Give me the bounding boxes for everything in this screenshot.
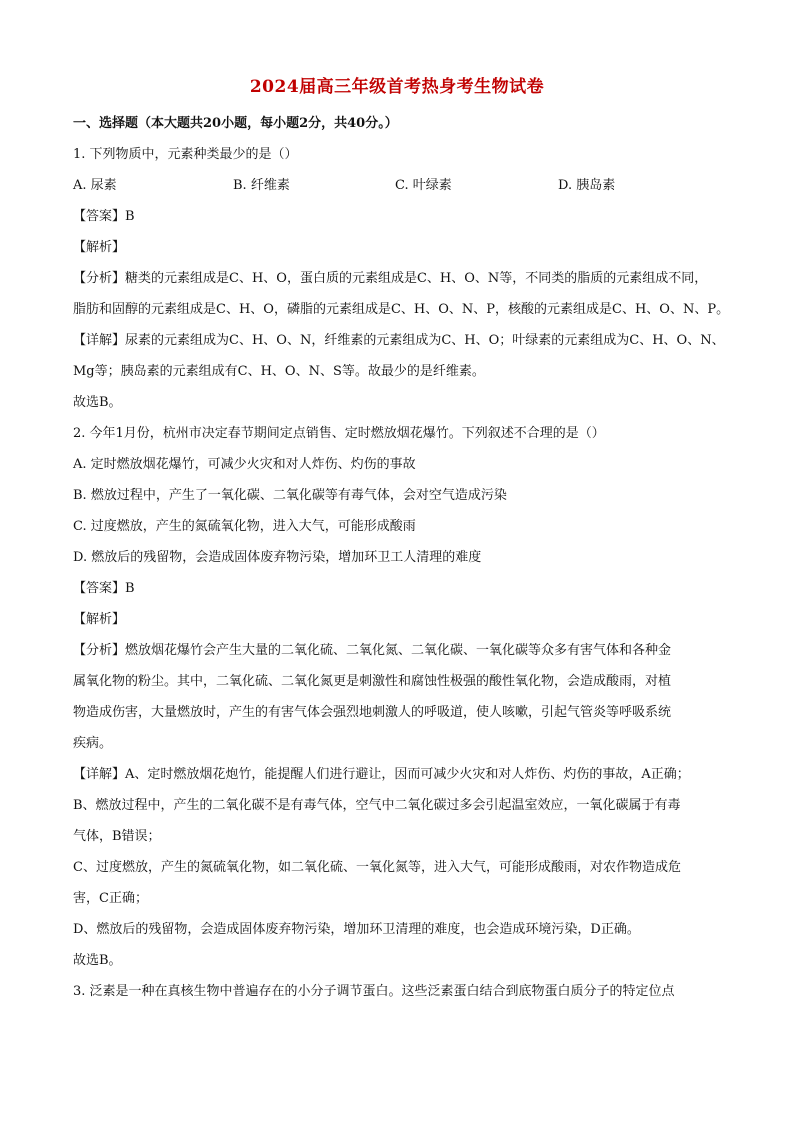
question-1-fenxi-line: 【分析】糖类的元素组成是C、H、O，蛋白质的元素组成是C、H、O、N等，不同类的脂质的元素组成不同， [73, 271, 708, 286]
question-1-fenxi-line: 脂肪和固醇的元素组成是C、H、O，磷脂的元素组成是C、H、O、N、P，核酸的元素组成是C、H、O、N、P。 [73, 302, 730, 317]
question-2-fenxi-line: 属氧化物的粉尘。其中，二氧化硫、二氧化氮更是刺激性和腐蚀性极强的酸性氧化物，会造成酸雨，对植 [73, 674, 672, 689]
question-1-answer: 【答案】B [73, 209, 135, 224]
question-2-xiangjie-line: D、燃放后的残留物，会造成固体废弃物污染，增加环卫清理的难度，也会造成环境污染，D正确。 [73, 922, 640, 937]
question-1-option-a: A. 尿素 [73, 178, 117, 193]
question-2-option-b: B. 燃放过程中，产生了一氧化碳、二氧化碳等有毒气体，会对空气造成污染 [73, 488, 507, 503]
question-2-answer: 【答案】B [73, 581, 135, 596]
question-2-option-a: A. 定时燃放烟花爆竹，可减少火灾和对人炸伤、灼伤的事故 [73, 457, 416, 472]
question-2-fenxi-line: 疾病。 [73, 736, 113, 751]
question-1-stem: 1. 下列物质中，元素种类最少的是（） [73, 147, 298, 162]
question-2-xiangjie-line: 气体，B错误； [73, 829, 161, 844]
question-2-stem: 2. 今年1月份，杭州市决定春节期间定点销售、定时燃放烟花爆竹。下列叙述不合理的是（） [73, 426, 605, 441]
question-2-fenxi-line: 物造成伤害，大量燃放时，产生的有害气体会强烈地刺激人的呼吸道，使人咳嗽，引起气管炎等呼吸系统 [73, 705, 672, 720]
question-2-xiangjie-line: 【详解】A、定时燃放烟花炮竹，能提醒人们进行避让，因而可减少火灾和对人炸伤、灼伤的事故，A正确； [73, 767, 690, 782]
question-1-options [73, 170, 723, 201]
question-1-option-d: D. 胰岛素 [558, 178, 616, 193]
question-2-option-d: D. 燃放后的残留物，会造成固体废弃物污染，增加环卫工人清理的难度 [73, 550, 482, 565]
question-2-option-c: C. 过度燃放，产生的氮硫氧化物，进入大气，可能形成酸雨 [73, 519, 416, 534]
exam-content [73, 108, 730, 1007]
question-2-xiangjie-line: C、过度燃放，产生的氮硫氧化物，如二氧化硫、一氧化氮等，进入大气，可能形成酸雨，对农作物造成危 [73, 860, 681, 875]
question-1-analysis-label: 【解析】 [73, 240, 126, 255]
question-2-xiangjie-line: B、燃放过程中，产生的二氧化碳不是有毒气体，空气中二氧化碳过多会引起温室效应，一氧化碳属于有毒 [73, 798, 681, 813]
page-title: 2024届高三年级首考热身考生物试卷 [249, 77, 545, 97]
section-heading: 一、选择题（本大题共20小题，每小题2分，共40分。） [73, 116, 398, 131]
question-1-xiangjie-line: 【详解】尿素的元素组成为C、H、O、N，纤维素的元素组成为C、H、O；叶绿素的元素组成为C、H、O、N、 [73, 333, 725, 348]
question-1-xiangjie-line: Mg等；胰岛素的元素组成有C、H、O、N、S等。故最少的是纤维素。 [73, 364, 485, 379]
question-2-conclusion: 故选B。 [73, 953, 122, 968]
question-2-xiangjie-line: 害，C正确； [73, 891, 148, 906]
question-2-fenxi-line: 【分析】燃放烟花爆竹会产生大量的二氧化硫、二氧化氮、二氧化碳、一氧化碳等众多有害气体和各种金 [73, 643, 672, 658]
question-3-stem: 3. 泛素是一种在真核生物中普遍存在的小分子调节蛋白。这些泛素蛋白结合到底物蛋白质分子的特定位点 [73, 984, 675, 999]
question-1-option-c: C. 叶绿素 [395, 178, 452, 193]
question-1-conclusion: 故选B。 [73, 395, 122, 410]
question-1-option-b: B. 纤维素 [233, 178, 290, 193]
question-2-analysis-label: 【解析】 [73, 612, 126, 627]
